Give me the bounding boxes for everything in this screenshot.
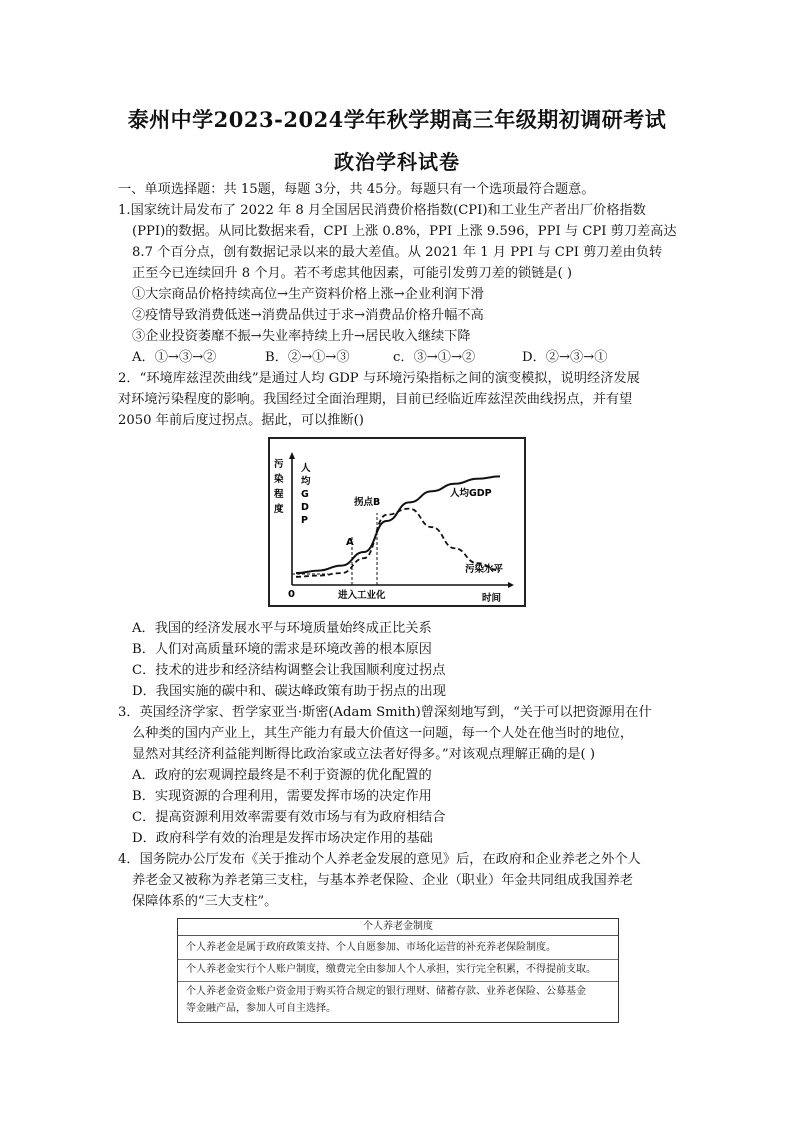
point-a-label: A — [346, 537, 354, 548]
exam-subtitle: 政治学科试卷 — [334, 150, 460, 174]
q2-line: 对环境污染程度的影响。我国经过全面治理期，目前已经临近库兹涅茨曲线拐点，并有望 — [118, 392, 633, 407]
q1-line: (PPI)的数据。从同比数据来看，CPI 上涨 0.8%，PPI 上涨 9.596，PPI 与 CPI 剪刀差高达 — [132, 224, 677, 239]
pension-table-row: 等金融产品，参加人可自主选择。 — [186, 1003, 336, 1014]
axis-label-char: 人 — [301, 463, 311, 474]
gdp-series-label: 人均GDP — [450, 488, 492, 499]
q4-line: 保障体系的“三大支柱”。 — [132, 894, 278, 909]
q2-option-b: B．人们对高质量环境的需求是环境改善的根本原因 — [132, 642, 432, 657]
pension-table — [177, 918, 619, 1023]
q3-option-b: B．实现资源的合理利用，需要发挥市场的决定作用 — [132, 789, 432, 804]
axis-label-char: 染 — [274, 474, 284, 485]
q3-line: 3．英国经济学家、哲学家亚当·斯密(Adam Smith)曾深刻地写到，“关于可以把资源用在什 — [118, 705, 652, 720]
q2-line: 2050 年前后度过拐点。据此，可以推断() — [118, 413, 364, 428]
origin-label: 0 — [288, 589, 295, 600]
q1-line: 正至今已连续回升 8 个月。若不考虑其他因素，可能引发剪刀差的锁链是( ) — [132, 266, 573, 281]
q1-option-b: B．②→①→③ — [265, 350, 350, 365]
x-axis-label: 时间 — [482, 593, 502, 604]
q3-option-c: C．提高资源利用效率需要有效市场与有为政府相结合 — [132, 810, 446, 825]
kuznets-chart-svg — [268, 437, 526, 607]
q1-option-a: A．①→③→② — [132, 350, 217, 365]
row-divider — [178, 981, 618, 982]
q3-line: 么种类的国内产业上，其生产能力有最大价值这一问题，每一个人处在他当时的地位， — [132, 726, 634, 741]
axis-label-char: D — [301, 502, 309, 513]
pension-table-row: 个人养老金是属于政府政策支持、个人自愿参加、市场化运营的补充养老保险制度。 — [186, 942, 556, 953]
pension-table-row: 个人养老金资金账户资金用于购买符合规定的银行理财、储蓄存款、业养老保险、公募基金 — [186, 986, 586, 997]
row-divider — [178, 959, 618, 960]
axis-label-char: 均 — [301, 476, 311, 487]
q1-statement: ①大宗商品价格持续高位→生产资料价格上涨→企业利润下滑 — [132, 287, 484, 302]
q1-option-d: D．②→③→① — [522, 350, 608, 365]
q3-option-d: D．政府科学有效的治理是发挥市场决定作用的基础 — [132, 831, 433, 846]
q3-option-a: A．政府的宏观调控最终是不利于资源的优化配置的 — [132, 768, 432, 783]
q1-option-c: c．③→①→② — [393, 350, 476, 365]
axis-label-char: G — [301, 489, 309, 500]
q1-line: 8.7 个百分点，创有数据记录以来的最大差值。从 2021 年 1 月 PPI 与 CPI 剪刀差由负转 — [132, 245, 663, 260]
q2-option-d: D．我国实施的碳中和、碳达峰政策有助于拐点的出现 — [132, 684, 446, 699]
pollution-series-label: 污染水平 — [465, 564, 504, 575]
point-b-label: 拐点B — [354, 497, 381, 508]
q4-line: 4．国务院办公厅发布《关于推动个人养老金发展的意见》后，在政府和企业养老之外个人 — [118, 852, 641, 867]
q2-option-c: C．技术的进步和经济结构调整会让我国顺利度过拐点 — [132, 663, 446, 678]
q1-line: 1.国家统计局发布了 2022 年 8 月全国居民消费价格指数(CPI)和工业生产者出厂价格指数 — [118, 203, 646, 218]
pension-table-row: 个人养老金实行个人账户制度，缴费完全由参加人个人承担，实行完全积累，不得提前支取。 — [186, 964, 596, 975]
q2-line: 2．“环境库兹涅茨曲线”是通过人均 GDP 与环境污染指标之间的演变模拟，说明经济发展 — [118, 371, 640, 386]
q3-line: 显然对其经济利益能判断得比政治家或立法者好得多。”对该观点理解正确的是( ) — [132, 747, 595, 762]
x-marker-label: 进入工业化 — [338, 590, 386, 601]
axis-label-char: 度 — [274, 504, 284, 515]
q4-line: 养老金又被称为养老第三支柱，与基本养老保险、企业（职业）年金共同组成我国养老 — [132, 873, 634, 888]
q1-statement: ③企业投资萎靡不振→失业率持续上升→居民收入继续下降 — [132, 329, 471, 344]
section-heading: 一、单项选择题：共 15题，每题 3分，共 45分。每题只有一个选项最符合题意。 — [118, 182, 595, 197]
kuznets-chart — [268, 437, 526, 607]
pension-table-heading: 个人养老金制度 — [178, 919, 618, 936]
q2-option-a: A．我国的经济发展水平与环境质量始终成正比关系 — [132, 621, 432, 636]
axis-label-char: P — [301, 515, 308, 526]
exam-title: 泰州中学2023-2024学年秋学期高三年级期初调研考试 — [127, 107, 667, 132]
axis-label-char: 污 — [274, 459, 284, 470]
axis-label-char: 程 — [274, 489, 284, 500]
q1-statement: ②疫情导致消费低迷→消费品供过于求→消费品价格升幅不高 — [132, 308, 484, 323]
